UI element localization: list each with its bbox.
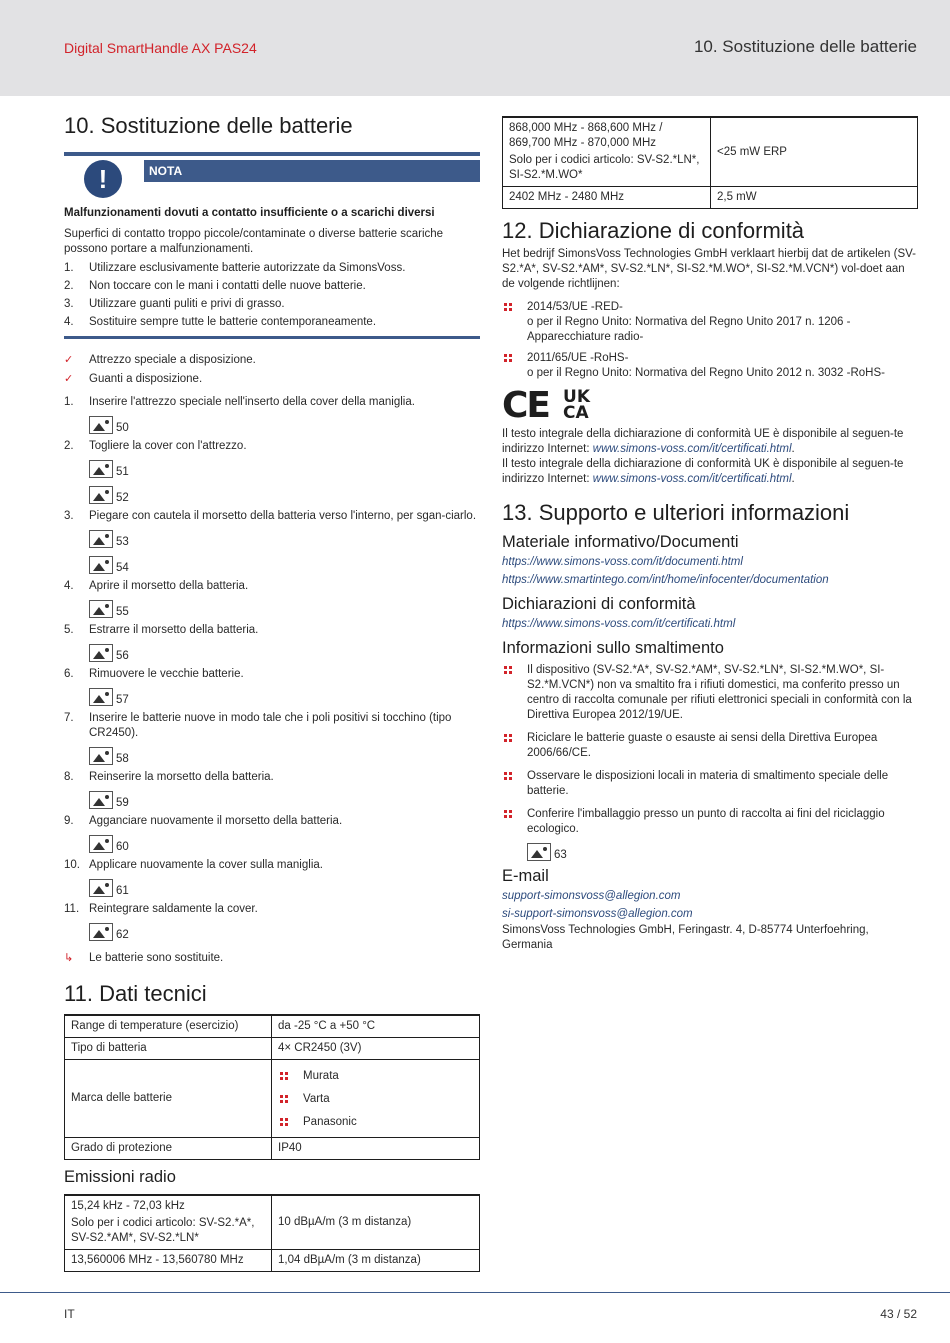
step-text: Reintegrare saldamente la cover. (89, 903, 258, 915)
table-cell: 4× CR2450 (3V) (272, 1038, 480, 1060)
result-text: Le batterie sono sostituite. (89, 952, 224, 964)
note-bottom-rule (64, 336, 480, 339)
image-icon (89, 600, 113, 618)
infocenter-link[interactable]: https://www.smartintego.com/int/home/infocenter/documentation (502, 574, 829, 586)
table-cell (65, 1195, 272, 1250)
table-cell: 10 dBµA/m (3 m distanza) (272, 1195, 480, 1250)
step-item (64, 509, 480, 524)
exclamation-icon: ! (84, 160, 122, 198)
step-text: Rimuovere le vecchie batterie. (89, 668, 244, 680)
figure-number: 52 (116, 492, 129, 504)
disposal-text: Il dispositivo (SV-S2.*A*, SV-S2.*AM*, SV-S2.*LN*, SI-S2.*M.WO*, SI-S2.*M.VCN*) non va smaltito fra i rifiuti domestici, ma conferito presso un centro di raccolta comunale per rifiuti elettronici speciali in conformità con la Direttiva Europea 2012/19/UE. (527, 664, 912, 721)
conformity-marks (502, 385, 918, 425)
ukca-line: UK (563, 387, 590, 407)
table-row (65, 1038, 480, 1060)
tech-data-table (64, 1014, 480, 1160)
ce-mark-icon: CE (502, 384, 550, 426)
figure-ref (89, 789, 480, 811)
figure-ref (89, 484, 480, 506)
frequency-band: 15,24 kHz - 72,03 kHz (71, 1200, 185, 1212)
prerequisite-item (64, 372, 480, 387)
table-cell: Tipo di batteria (65, 1038, 272, 1060)
figure-ref (89, 528, 480, 550)
bullet-icon (504, 810, 513, 819)
page-number: 43 / 52 (880, 1307, 917, 1321)
step-number: 11. (64, 903, 80, 915)
list-item (278, 1111, 473, 1134)
figure-number: 59 (116, 797, 129, 809)
prerequisite-text: Attrezzo speciale a disposizione. (89, 354, 256, 366)
uk-declaration-text: Il testo integrale della dichiarazione di conformità UK è disponibile al seguen-te indirizzo Internet: www.simons-voss.com/it/certificati.html. (502, 458, 904, 485)
brand-name: Murata (303, 1070, 339, 1082)
table-cell: <25 mW ERP (711, 117, 918, 187)
step-text: Agganciare nuovamente il morsetto della batteria. (89, 815, 343, 827)
brand-name: Varta (303, 1093, 330, 1105)
section-13-title: 13. Supporto e ulteriori informazioni (502, 500, 850, 525)
step-number: 8. (64, 771, 74, 783)
table-cell: 1,04 dBµA/m (3 m distanza) (272, 1250, 480, 1272)
list-item (278, 1065, 473, 1088)
uk-text: Il testo integrale della dichiarazione di conformità UK è disponibile al seguen-te indirizzo Internet: (502, 458, 904, 485)
page-header (0, 0, 950, 96)
radio-table-left (64, 1194, 480, 1272)
disposal-text: Riciclare le batterie guaste o esauste ai sensi della Direttiva Europea 2006/66/CE. (527, 732, 878, 759)
step-item (64, 902, 480, 917)
radio-table-right (502, 116, 918, 209)
company-address: SimonsVoss Technologies GmbH, Feringastr. 4, D-85774 Unterfoehring, Germania (502, 924, 869, 951)
brand-name: Panasonic (303, 1116, 357, 1128)
item-text: Utilizzare esclusivamente batterie autorizzate da SimonsVoss. (89, 262, 406, 274)
step-text: Piegare con cautela il morsetto della batteria verso l'interno, per sgan-ciarlo. (89, 510, 477, 522)
bullet-icon (504, 734, 513, 743)
materials-title: Materiale informativo/Documenti (502, 533, 739, 551)
note-heading: Malfunzionamenti dovuti a contatto insufficiente o a scarichi diversi (64, 207, 435, 219)
section-12-title: 12. Dichiarazione di conformità (502, 218, 805, 243)
figure-ref (89, 686, 480, 708)
figure-number: 63 (554, 849, 567, 861)
step-item (64, 579, 480, 594)
figure-number: 51 (116, 466, 129, 478)
step-item (64, 667, 480, 682)
email-title: E-mail (502, 867, 549, 885)
radio-emissions-title: Emissioni radio (64, 1168, 176, 1186)
image-icon (89, 923, 113, 941)
prerequisite-text: Guanti a disposizione. (89, 373, 203, 385)
image-icon (89, 747, 113, 765)
figure-number: 56 (116, 650, 129, 662)
si-support-email-link[interactable]: si-support-simonsvoss@allegion.com (502, 908, 693, 920)
figure-ref (89, 745, 480, 767)
table-cell: IP40 (272, 1138, 480, 1160)
note-text: Superfici di contatto troppo piccole/contaminate o diverse batterie scariche possono portare a malfunzionamenti. (64, 228, 444, 255)
step-number: 2. (64, 440, 74, 452)
note-box (64, 152, 480, 198)
ukca-mark-icon (563, 389, 590, 421)
table-row (65, 1138, 480, 1160)
list-item (64, 261, 480, 276)
step-text: Aprire il morsetto della batteria. (89, 580, 249, 592)
support-email-link[interactable]: support-simonsvoss@allegion.com (502, 890, 681, 902)
image-icon (89, 486, 113, 504)
figure-number: 57 (116, 694, 129, 706)
directive-code: 2014/53/UE -RED- (527, 301, 623, 313)
figure-ref (89, 458, 480, 480)
figure-number: 53 (116, 536, 129, 548)
step-number: 1. (64, 396, 74, 408)
step-item (64, 858, 480, 873)
section-10-title: 10. Sostituzione delle batterie (64, 113, 353, 138)
bullet-icon (504, 666, 513, 675)
image-icon (89, 530, 113, 548)
disposal-title: Informazioni sullo smaltimento (502, 639, 724, 657)
item-text: Utilizzare guanti puliti e privi di grasso. (89, 298, 285, 310)
image-icon (527, 843, 551, 861)
prerequisite-item (64, 353, 480, 368)
image-icon (89, 644, 113, 662)
left-column (64, 112, 480, 1272)
bullet-icon (280, 1095, 289, 1104)
figure-number: 61 (116, 885, 129, 897)
image-icon (89, 835, 113, 853)
ukca-line: CA (563, 403, 589, 423)
section-11-title: 11. Dati tecnici (64, 981, 207, 1006)
list-item (502, 300, 918, 345)
image-icon (89, 688, 113, 706)
list-item (502, 731, 918, 761)
disposal-text: Osservare le disposizioni locali in materia di smaltimento speciale delle batterie. (527, 770, 889, 797)
table-cell: Range di temperature (esercizio) (65, 1015, 272, 1038)
eu-link[interactable]: www.simons-voss.com/it/certificati.html (592, 443, 792, 455)
table-cell: Marca delle batterie (65, 1060, 272, 1138)
table-row (503, 117, 918, 187)
list-item (502, 807, 918, 837)
footer-rule (0, 1292, 950, 1293)
steps-list (64, 395, 480, 943)
directive-uk: o per il Regno Unito: Normativa del Regno Unito 2012 n. 3032 -RoHS- (527, 367, 885, 379)
list-item (502, 663, 918, 723)
step-item (64, 623, 480, 638)
eu-declaration-text: Il testo integrale della dichiarazione di conformità UE è disponibile al seguen-te indirizzo Internet: www.simons-voss.com/it/certificati.html. (502, 428, 904, 455)
figure-number: 58 (116, 753, 129, 765)
figure-ref (527, 841, 918, 863)
item-number: 4. (64, 316, 74, 328)
step-text: Inserire l'attrezzo speciale nell'inserto della cover della maniglia. (89, 396, 415, 408)
figure-ref (89, 833, 480, 855)
footer-language: IT (64, 1307, 75, 1321)
figure-number: 55 (116, 606, 129, 618)
disposal-list (502, 663, 918, 837)
step-number: 10. (64, 859, 80, 871)
item-text: Sostituire sempre tutte le batterie contemporaneamente. (89, 316, 377, 328)
image-icon (89, 879, 113, 897)
step-item (64, 770, 480, 785)
bullet-icon (504, 303, 513, 312)
step-text: Applicare nuovamente la cover sulla maniglia. (89, 859, 323, 871)
table-row (65, 1250, 480, 1272)
directive-code: 2011/65/UE -RoHS- (527, 352, 629, 364)
table-cell: da -25 °C a +50 °C (272, 1015, 480, 1038)
step-item (64, 395, 480, 410)
figure-number: 60 (116, 841, 129, 853)
band-note: Solo per i codici articolo: SV-S2.*LN*, SI-S2.*M.WO* (509, 154, 700, 181)
disposal-text: Conferire l'imballaggio presso un punto di raccolta ai fini del riciclaggio ecologico. (527, 808, 885, 835)
table-cell: Grado di protezione (65, 1138, 272, 1160)
documents-link[interactable]: https://www.simons-voss.com/it/documenti.html (502, 556, 743, 568)
band-note: Solo per i codici articolo: SV-S2.*A*, SV-S2.*AM*, SV-S2.*LN* (71, 1217, 255, 1244)
note-top-rule (64, 152, 480, 156)
step-number: 9. (64, 815, 74, 827)
list-item (64, 315, 480, 330)
note-list (64, 261, 480, 330)
step-text: Togliere la cover con l'attrezzo. (89, 440, 247, 452)
table-row (65, 1195, 480, 1250)
figure-ref (89, 554, 480, 576)
checkmark-icon: ✓ (64, 373, 74, 385)
figure-ref (89, 642, 480, 664)
item-number: 2. (64, 280, 74, 292)
bullet-icon (504, 772, 513, 781)
table-cell: 2402 MHz - 2480 MHz (503, 187, 711, 209)
step-text: Inserire le batterie nuove in modo tale che i poli positivi si tocchino (tipo CR2450). (89, 712, 452, 739)
bullet-icon (280, 1072, 289, 1081)
image-icon (89, 556, 113, 574)
table-row (503, 187, 918, 209)
image-icon (89, 460, 113, 478)
result-line (64, 951, 480, 966)
table-cell: 13,560006 MHz - 13,560780 MHz (65, 1250, 272, 1272)
step-text: Estrarre il morsetto della batteria. (89, 624, 259, 636)
figure-number: 62 (116, 929, 129, 941)
figure-ref (89, 877, 480, 899)
chapter-title: 10. Sostituzione delle batterie (693, 37, 917, 56)
frequency-band: 868,000 MHz - 868,600 MHz / 869,700 MHz - 870,000 MHz (509, 122, 663, 149)
uk-link[interactable]: www.simons-voss.com/it/certificati.html (592, 473, 792, 485)
checkmark-icon: ✓ (64, 354, 74, 366)
product-name: Digital SmartHandle AX PAS24 (64, 40, 257, 56)
step-item (64, 439, 480, 454)
item-number: 1. (64, 262, 74, 274)
list-item (64, 279, 480, 294)
step-number: 6. (64, 668, 74, 680)
step-number: 4. (64, 580, 74, 592)
step-number: 7. (64, 712, 74, 724)
note-label: NOTA (144, 160, 480, 182)
item-number: 3. (64, 298, 74, 310)
step-item (64, 711, 480, 741)
directive-uk: o per il Regno Unito: Normativa del Regno Unito 2017 n. 1206 -Apparecchiature radio- (527, 316, 851, 343)
list-item (502, 351, 918, 381)
bullet-icon (280, 1118, 289, 1127)
step-text: Reinserire la morsetto della batteria. (89, 771, 274, 783)
step-number: 3. (64, 510, 74, 522)
table-cell: 2,5 mW (711, 187, 918, 209)
list-item (502, 769, 918, 799)
prerequisites (64, 353, 480, 387)
right-column (502, 116, 918, 953)
table-cell (272, 1060, 480, 1138)
item-text: Non toccare con le mani i contatti delle nuove batterie. (89, 280, 366, 292)
image-icon (89, 791, 113, 809)
step-number: 5. (64, 624, 74, 636)
table-row (65, 1060, 480, 1138)
figure-ref (89, 921, 480, 943)
figure-number: 50 (116, 422, 129, 434)
step-item (64, 814, 480, 829)
bullet-icon (504, 354, 513, 363)
conformity-intro: Het bedrijf SimonsVoss Technologies GmbH verklaart hierbij dat de artikelen (SV-S2.*A*, SV-S2.*AM*, SV-S2.*LN*, SI-S2.*M.WO*, SI-S2.*M.VCN*) vol-doet aan de volgende richtlijnen: (502, 248, 916, 290)
table-cell (503, 117, 711, 187)
figure-number: 54 (116, 562, 129, 574)
table-row (65, 1015, 480, 1038)
result-arrow-icon: ↳ (64, 952, 74, 964)
list-item (64, 297, 480, 312)
figure-ref (89, 598, 480, 620)
list-item (278, 1088, 473, 1111)
image-icon (89, 416, 113, 434)
eu-text: Il testo integrale della dichiarazione di conformità UE è disponibile al seguen-te indirizzo Internet: (502, 428, 904, 455)
figure-ref (89, 414, 480, 436)
conformity-title: Dichiarazioni di conformità (502, 595, 696, 613)
certificates-link[interactable]: https://www.simons-voss.com/it/certificati.html (502, 618, 736, 630)
